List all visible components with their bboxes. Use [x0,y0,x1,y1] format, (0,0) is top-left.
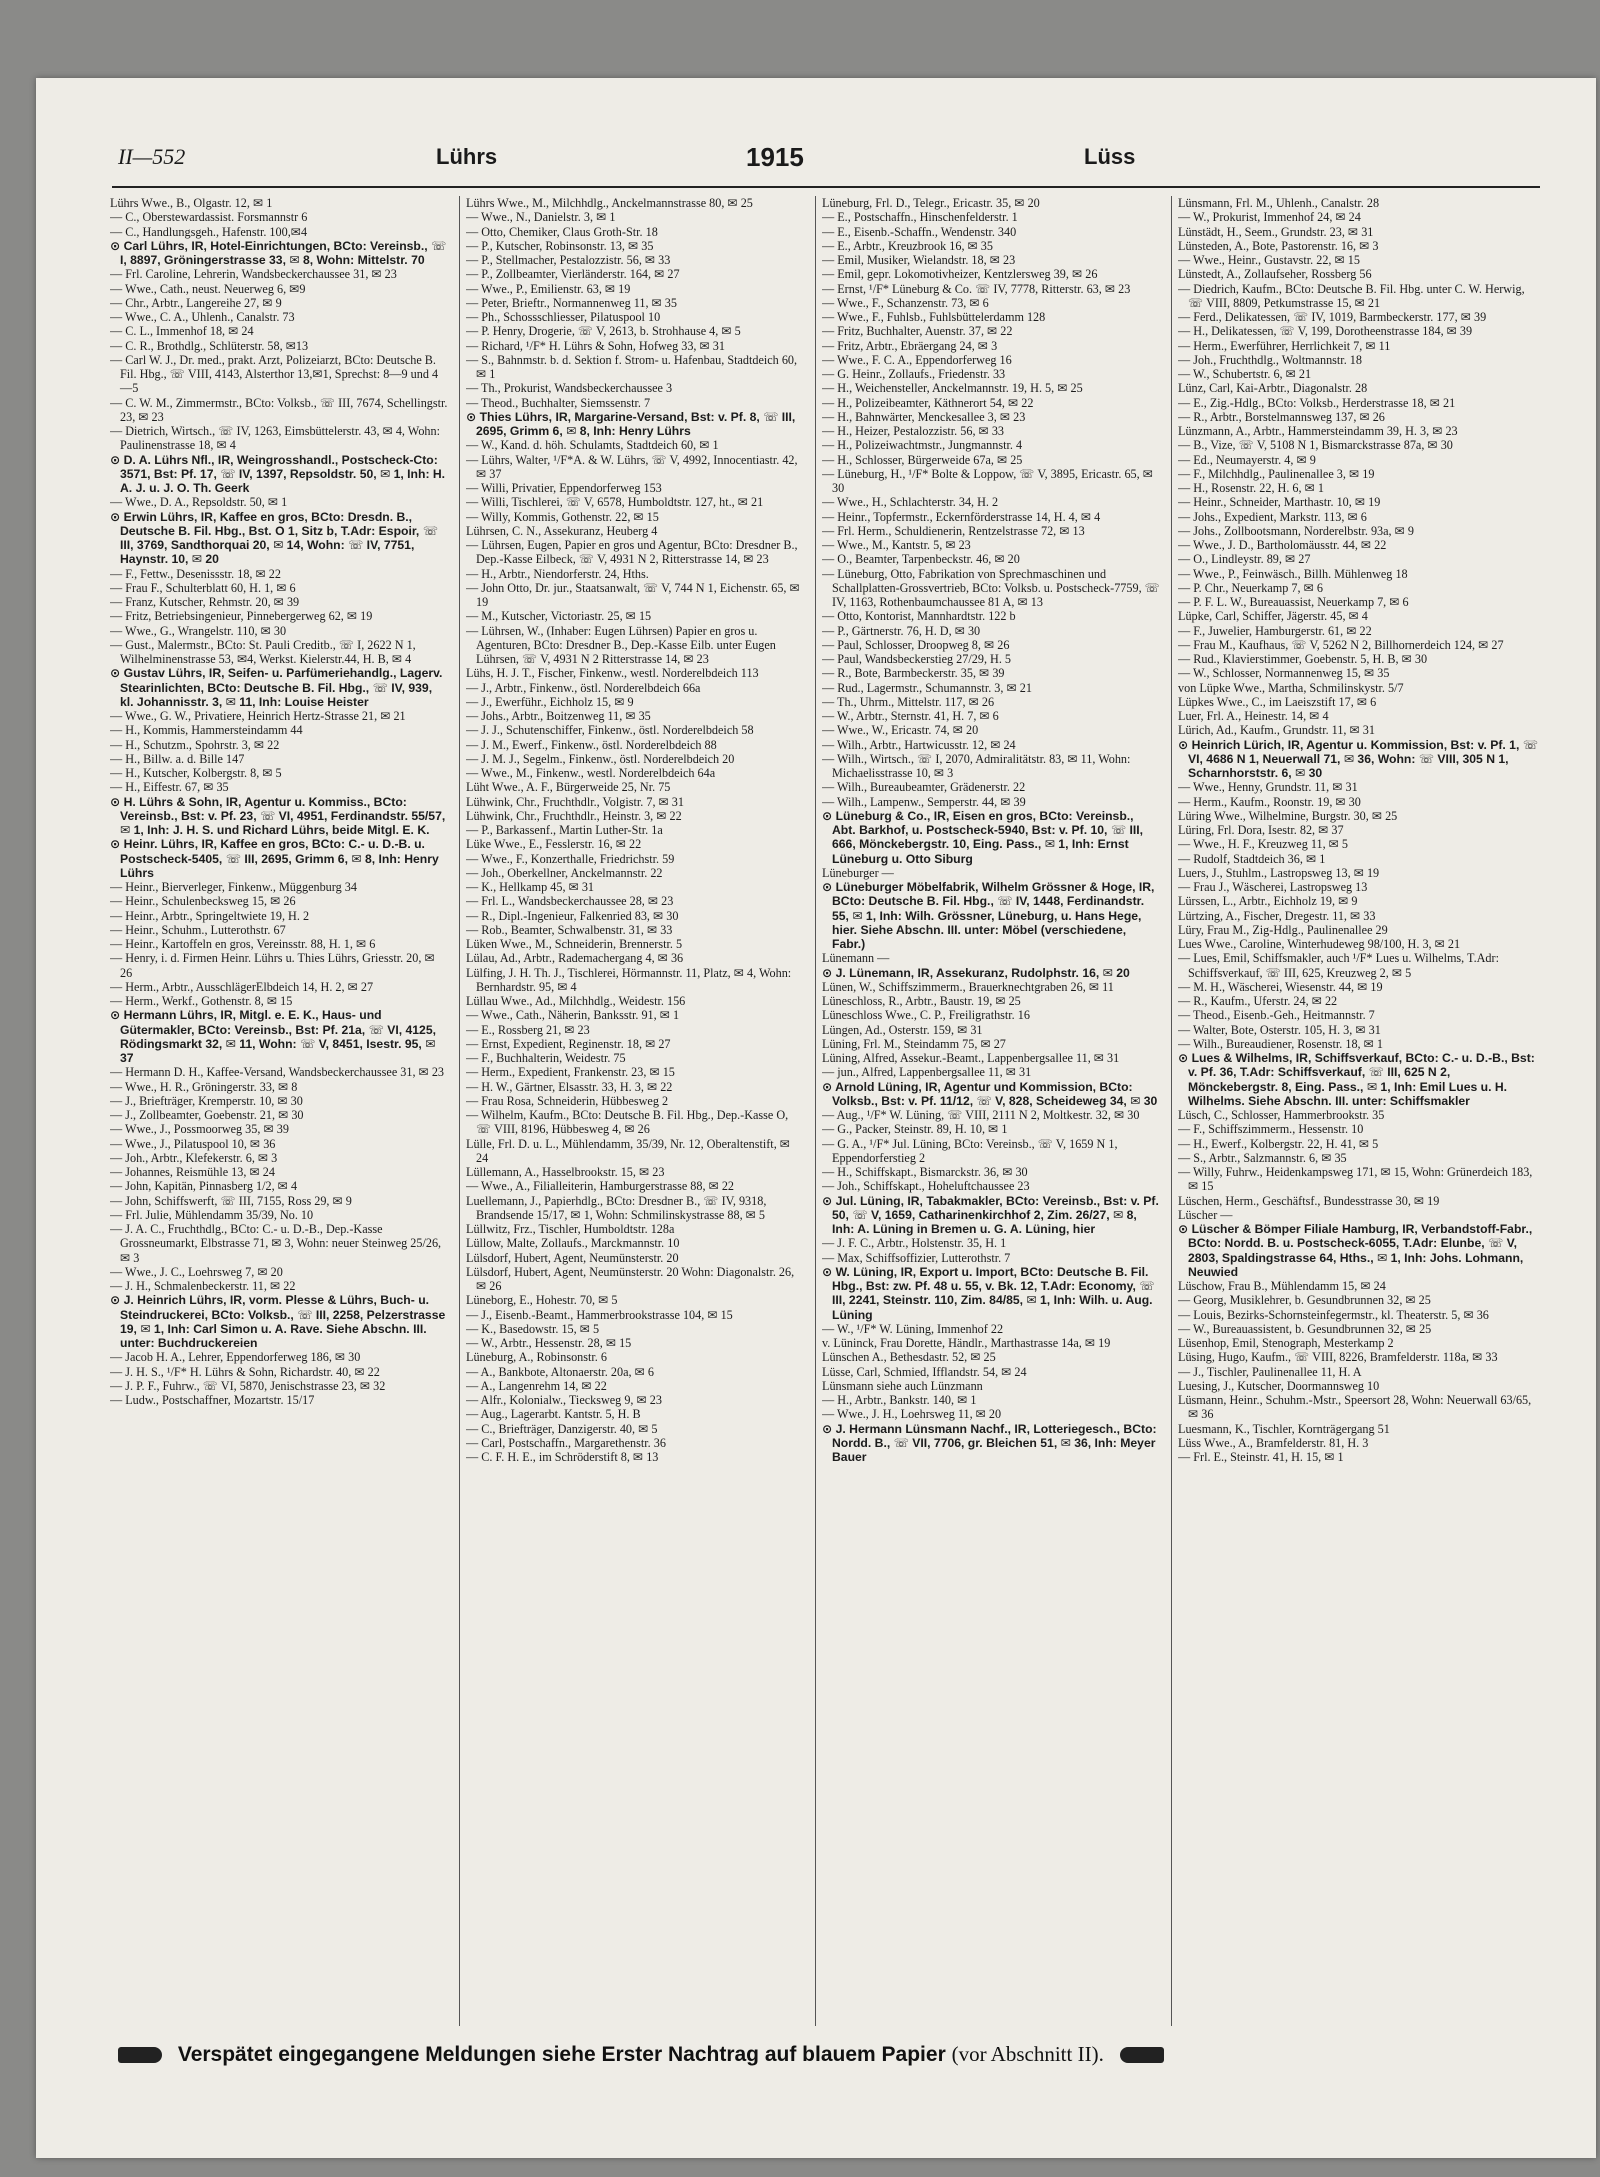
directory-entry: — John Otto, Dr. jur., Staatsanwalt, ☏ V, 744 N 1, Eichenstr. 65, ✉ 19 [466,580,800,609]
directory-entry: — S., Arbtr., Salzmannstr. 6, ✉ 35 [1178,1150,1347,1165]
directory-entry: Lünz, Carl, Kai-Arbtr., Diagonalstr. 28 [1178,381,1368,396]
directory-entry: Lüht Wwe., A. F., Bürgerweide 25, Nr. 75 [466,780,671,795]
directory-entry: — F., Milchhdlg., Paulinenallee 3, ✉ 19 [1178,466,1375,481]
directory-entry: — Carl W. J., Dr. med., prakt. Arzt, Polizeiarzt, BCto: Deutsche B. Fil. Hbg., ☏ VIII, 4143, Alsterthor 13,✉1, Sprechst: 8—9 und 4—5 [110,352,439,396]
directory-entry: — C. W. M., Zimmermstr., BCto: Volksb., ☏ III, 7674, Schellingstr. 23, ✉ 23 [110,395,448,424]
directory-entry: — P., Kutscher, Robinsonstr. 13, ✉ 35 [466,238,654,253]
directory-entry: — J., Eisenb.-Beamt., Hammerbrookstrasse 104, ✉ 15 [466,1307,733,1322]
directory-entry: — H. W., Gärtner, Elsasstr. 33, H. 3, ✉ 22 [466,1079,673,1094]
directory-entry: — John, Schiffswerft, ☏ III, 7155, Ross 29, ✉ 9 [110,1193,352,1208]
directory-entry: — Willy, Fuhrw., Heidenkampsweg 171, ✉ 15, Wohn: Grünerdeich 183, ✉ 15 [1178,1165,1533,1194]
directory-entry: — J. M., Ewerf., Finkenw., östl. Norderelbdeich 88 [466,737,717,752]
directory-entry: — C. R., Brothdlg., Schlüterstr. 58, ✉13 [110,338,309,353]
directory-entry: — W., Kand. d. höh. Schulamts, Stadtdeich 60, ✉ 1 [466,438,719,453]
directory-entry: — G. A., ¹/F* Jul. Lüning, BCto: Vereinsb., ☏ V, 1659 N 1, Eppendorferstieg 2 [822,1136,1118,1165]
directory-entry: Lüllemann, A., Hasselbrookstr. 15, ✉ 23 [466,1165,665,1179]
column-3 [822,196,1160,2034]
directory-entry: — Wwe., N., Danielstr. 3, ✉ 1 [466,210,616,225]
directory-entry: — Lüneburg, Otto, Fabrikation von Sprechmaschinen und Schallplatten-Grossvertrieb, BCto: Volksb. u. Postscheck-7759, ☏ IV, 1163, Rothenbaumchaussee 81 A, ✉ 13 [822,566,1160,609]
directory-entry: Lünzmann, A., Arbtr., Hammersteindamm 39, H. 3, ✉ 23 [1178,424,1458,438]
directory-entry: ⊙ H. Lührs & Sohn, IR, Agentur u. Kommiss., BCto: Vereinsb., Bst: v. Pf. 23, ☏ VI, 4951, Ferdinandstr. 55/57, ✉ 1, Inh: J. H. S. und Richard Lührs, beide Mitgl. E. K. [110,794,446,837]
directory-entry: — W., Arbtr., Hessenstr. 28, ✉ 15 [466,1336,632,1350]
directory-entry: — Wwe., J. H., Loehrsweg 11, ✉ 20 [822,1407,1002,1422]
directory-entry: Lünemann — [822,951,890,966]
directory-entry: — Wwe., F., Konzerthalle, Friedrichstr. 59 [466,851,675,866]
footer-notice [118,2042,1538,2072]
directory-entry: Luesmann, K., Tischler, Kornträgergang 51 [1178,1421,1390,1436]
directory-entry: — Wwe., H. R., Gröningerstr. 33, ✉ 8 [110,1079,298,1094]
directory-entry: — Wwe., Cath., Näherin, Banksstr. 91, ✉ 1 [466,1008,680,1023]
directory-entry: Lührs Wwe., M., Milchhdlg., Anckelmannstrasse 80, ✉ 25 [466,196,753,210]
directory-entry: — Wwe., P., Feinwäsch., Billh. Mühlenweg 18 [1178,566,1408,581]
directory-entry: — W., Bureauassistent, b. Gesundbrunnen 32, ✉ 25 [1178,1321,1432,1336]
directory-entry: — W., Arbtr., Sternstr. 41, H. 7, ✉ 6 [822,709,999,723]
directory-entry: — P., Barkassenf., Martin Luther-Str. 1a [466,823,663,837]
directory-entry: — J. F. C., Arbtr., Holstenstr. 35, H. 1 [822,1236,1007,1251]
directory-entry: Lünen, W., Schiffszimmerm., Brauerknechtgraben 26, ✉ 11 [822,979,1114,994]
directory-entry: Lüry, Frau M., Zig-Hdlg., Paulinenallee 29 [1178,922,1388,937]
directory-entry: Lüpkes Wwe., C., im Laeiszstift 17, ✉ 6 [1178,694,1377,709]
directory-entry: — H., Arbtr., Bankstr. 140, ✉ 1 [822,1393,977,1407]
directory-entry: — H., Rosenstr. 22, H. 6, ✉ 1 [1178,481,1324,495]
directory-entry: — H., Kommis, Hammersteindamm 44 [110,723,303,738]
directory-entry: — A., Bankbote, Altonaerstr. 20a, ✉ 6 [466,1364,654,1379]
directory-entry: — Rudolf, Stadtdeich 36, ✉ 1 [1178,851,1326,866]
directory-entry: — J. M. J., Segelm., Finkenw., östl. Norderelbdeich 20 [466,751,735,766]
directory-entry: — Herm., Ewerführer, Herrlichkeit 7, ✉ 11 [1178,338,1391,353]
directory-entry: — A., Langenrehm 14, ✉ 22 [466,1378,607,1393]
directory-entry: — Wwe., Cath., neust. Neuerweg 6, ✉9 [110,281,306,296]
directory-entry: Lüneschloss, R., Arbtr., Baustr. 19, ✉ 25 [822,994,1021,1008]
directory-entry: — Aug., ¹/F* W. Lüning, ☏ VIII, 2111 N 2, Moltkestr. 32, ✉ 30 [822,1108,1140,1122]
directory-entry: — Wilh., Wirtsch., ☏ I, 2070, Admiralitätstr. 83, ✉ 11, Wohn: Michaelisstrasse 10, ✉ 3 [822,751,1131,780]
directory-entry: Lüllwitz, Frz., Tischler, Humboldtstr. 128a [466,1222,675,1236]
directory-entry: — Fritz, Arbtr., Ebräergang 24, ✉ 3 [822,338,998,353]
directory-entry: — Chr., Arbtr., Langereihe 27, ✉ 9 [110,295,282,310]
directory-entry: ⊙ J. Lünemann, IR, Assekuranz, Rudolphstr. 16, ✉ 20 [822,965,1130,980]
directory-entry: — Wwe., J. D., Bartholomäusstr. 44, ✉ 22 [1178,538,1387,552]
directory-entry: — H., Polizeibeamter, Käthnerort 54, ✉ 22 [822,395,1034,410]
directory-entry: Lüllow, Malte, Zollaufs., Marckmannstr. 10 [466,1236,680,1251]
directory-entry: — Richard, ¹/F* H. Lührs & Sohn, Hofweg 33, ✉ 31 [466,338,725,353]
directory-entry: — Johannes, Reismühle 13, ✉ 24 [110,1165,275,1179]
directory-entry: — J., Ewerführ., Eichholz 15, ✉ 9 [466,694,634,709]
directory-entry: — Theod., Eisenb.-Geh., Heitmannstr. 7 [1178,1008,1375,1023]
directory-entry: — Wilhelm, Kaufm., BCto: Deutsche B. Fil. Hbg., Dep.-Kasse O, ☏ VIII, 8196, Hübbesweg 4, ✉ 26 [466,1108,789,1137]
directory-entry: — F., Fettw., Desenissstr. 18, ✉ 22 [110,566,281,581]
directory-entry: — Hermann D. H., Kaffee-Versand, Wandsbeckerchaussee 31, ✉ 23 [110,1065,445,1080]
directory-entry: Lühwink, Chr., Fruchthdlr., Volgistr. 7, ✉ 31 [466,794,684,809]
directory-entry: — M., Kutscher, Victoriastr. 25, ✉ 15 [466,609,652,624]
directory-entry: — H., Heizer, Pestalozzistr. 56, ✉ 33 [822,424,1005,438]
directory-entry: — Frau M., Kaufhaus, ☏ V, 5262 N 2, Billhornerdeich 124, ✉ 27 [1178,637,1504,652]
year-heading: 1915 [746,142,804,172]
directory-entry: — F., Juwelier, Hamburgerstr. 61, ✉ 22 [1178,623,1372,638]
directory-entry: Lüpke, Carl, Schiffer, Jägerstr. 45, ✉ 4 [1178,609,1368,624]
directory-entry: — Wilh., Bureaubeamter, Grädenerstr. 22 [822,780,1026,795]
directory-entry: — Louis, Bezirks-Schornsteinfegermstr., kl. Theaterstr. 5, ✉ 36 [1178,1307,1489,1322]
directory-entry: — Wwe., M., Kantstr. 5, ✉ 23 [822,538,971,552]
directory-entry: — E., Eisenb.-Schaffn., Wendenstr. 340 [822,224,1017,239]
directory-entry: Lührs Wwe., B., Olgastr. 12, ✉ 1 [110,196,273,210]
directory-entry: — Rud., Klavierstimmer, Goebenstr. 5, H. B, ✉ 30 [1178,652,1428,666]
directory-entry: — Wwe., F., Schanzenstr. 73, ✉ 6 [822,295,989,310]
directory-entry: — Wwe., M., Finkenw., westl. Norderelbdeich 64a [466,766,716,780]
directory-entry: ⊙ W. Lüning, IR, Export u. Import, BCto: Deutsche B. Fil. Hbg., Bst: zw. Pf. 48 u. 55, v. Bk. 12, T.Adr: Economy, ☏ III, 2241, Steinstr. 110, Zim. 84/85, ✉ 1, Inh: Wilh. u. Aug. Lüning [822,1264,1155,1322]
directory-entry: — R., Kaufm., Uferstr. 24, ✉ 22 [1178,994,1338,1008]
directory-entry: ⊙ Gustav Lührs, IR, Seifen- u. Parfümeriehandlg., Lagerv. Stearinlichten, BCto: Deutsche B. Fil. Hbg., ☏ IV, 939, kl. Johannisstr. 3, ✉ 11, Inh: Louise Heister [110,666,443,709]
directory-entry: — Johs., Zollbootsmann, Norderelbstr. 93a, ✉ 9 [1178,523,1414,538]
directory-entry: ⊙ Hermann Lührs, IR, Mitgl. e. E. K., Haus- und Gütermakler, BCto: Vereinsb., Bst: Pf. 21a, ☏ VI, 4125, Rödingsmarkt 32, ✉ 11, Wohn: ☏ V, 8451, Isestr. 95, ✉ 37 [110,1008,436,1065]
directory-entry: — P., Zollbeamter, Vierländerstr. 164, ✉ 27 [466,267,680,282]
directory-entry: — G. Heinr., Zollaufs., Friedenstr. 33 [822,367,1006,381]
directory-entry: Lüschow, Frau B., Mühlendamm 15, ✉ 24 [1178,1279,1386,1293]
directory-entry: — Ernst, ¹/F* Lüneburg & Co. ☏ IV, 7778, Ritterstr. 63, ✉ 23 [822,281,1131,296]
directory-entry: Lühwink, Chr., Fruchthdlr., Heinstr. 3, ✉ 22 [466,808,682,823]
directory-entry: — Joh., Fruchthdlg., Woltmannstr. 18 [1178,352,1362,367]
directory-entry: Lues Wwe., Caroline, Winterhudeweg 98/100, H. 3, ✉ 21 [1178,937,1461,951]
directory-entry: — H., Weichensteller, Anckelmannstr. 19, H. 5, ✉ 25 [822,381,1083,396]
directory-entry: — Ernst, Expedient, Reginenstr. 18, ✉ 27 [466,1036,671,1051]
directory-entry: — Lues, Emil, Schiffsmakler, auch ¹/F* Lues u. Wilhelms, T.Adr: Schiffsverkauf, ☏ III, 625, Kreuzweg 2, ✉ 5 [1178,951,1499,980]
directory-entry: — J. A. C., Fruchthdlg., BCto: C.- u. D.-B., Dep.-Kasse Grossneumarkt, Elbstrasse 71, ✉ 3, Wohn: neuer Steinweg 25/26, ✉ 3 [110,1222,442,1265]
running-head-left: Lührs [436,144,498,169]
directory-entry: — Emil, gepr. Lokomotivheizer, Kentzlersweg 39, ✉ 26 [822,267,1098,282]
directory-entry: — Frau Rosa, Schneiderin, Hübbesweg 2 [466,1093,669,1108]
directory-entry: — F., Schiffszimmerm., Hessenstr. 10 [1178,1122,1364,1137]
directory-entry: Lüsenhop, Emil, Stenograph, Mesterkamp 2 [1178,1336,1394,1350]
directory-entry: Lüneburg, A., Robinsonstr. 6 [466,1350,607,1365]
directory-entry: — Henry, i. d. Firmen Heinr. Lührs u. Thies Lührs, Griesstr. 20, ✉ 26 [110,951,435,980]
page-header [118,142,1538,176]
directory-entry: — J., Briefträger, Kremperstr. 10, ✉ 30 [110,1093,303,1108]
pointing-hand-icon [118,2047,162,2063]
directory-entry: — Ludw., Postschaffner, Mozartstr. 15/17 [110,1393,315,1407]
directory-entry: — C., Handlungsgeh., Hafenstr. 100,✉4 [110,224,308,239]
directory-entry: Lüsse, Carl, Schmied, Ifflandstr. 54, ✉ 24 [822,1364,1027,1379]
directory-entry: — P. Chr., Neuerkamp 7, ✉ 6 [1178,580,1323,595]
directory-entry: — Joh., Oberkellner, Anckelmannstr. 22 [466,865,663,880]
directory-entry: Lüneburg, Frl. D., Telegr., Ericastr. 35, ✉ 20 [822,196,1040,210]
directory-entry: — Herm., Arbtr., AusschlägerElbdeich 14, H. 2, ✉ 27 [110,979,374,994]
directory-entry: — Wwe., J., Pilatuspool 10, ✉ 36 [110,1136,276,1151]
directory-entry: — Wwe., Heinr., Gustavstr. 22, ✉ 15 [1178,253,1360,267]
directory-entry: — Alfr., Kolonialw., Tiecksweg 9, ✉ 23 [466,1393,662,1407]
directory-entry: — Wwe., A., Filialleiterin, Hamburgerstrasse 88, ✉ 22 [466,1179,735,1194]
directory-entry: ⊙ Arnold Lüning, IR, Agentur und Kommission, BCto: Volksb., Bst: v. Pf. 11/12, ☏ V, 828, Scheideweg 34, ✉ 30 [822,1079,1158,1108]
directory-entry: — Emil, Musiker, Wielandstr. 18, ✉ 23 [822,253,1016,267]
directory-entry: Lürtzing, A., Fischer, Dregestr. 11, ✉ 33 [1178,908,1376,923]
directory-entry: — Wwe., P., Emilienstr. 63, ✉ 19 [466,281,631,296]
directory-entry: — O., Lindleystr. 89, ✉ 27 [1178,552,1311,567]
directory-entry: Lünschen A., Bethesdastr. 52, ✉ 25 [822,1350,996,1365]
column-1 [110,196,448,2034]
directory-entry: — C., Briefträger, Danzigerstr. 40, ✉ 5 [466,1421,658,1436]
directory-entry: — Wilh., Arbtr., Hartwicusstr. 12, ✉ 24 [822,737,1016,752]
directory-entry: — W., Schlosser, Normannenweg 15, ✉ 35 [1178,666,1390,681]
directory-entry: ⊙ Lues & Wilhelms, IR, Schiffsverkauf, BCto: C.- u. D.-B., Bst: v. Pf. 36, T.Adr: Schiffsverkauf, ☏ III, 625 N 2, Mönckebergstr. 8, Eing. Pass., ✉ 1, Inh: Emil Lues u. H. Wilhelms. Siehe Abschn. III. unter: Schiffsmakler [1178,1051,1535,1108]
directory-entry: ⊙ Lüneburger Möbelfabrik, Wilhelm Grössner & Hoge, IR, BCto: Deutsche B. Fil. Hbg., ☏ IV, 1448, Ferdinandstr. 55, ✉ 1, Inh: Wilh. Grössner, Lüneburg, u. Hans Hege, hier. Siehe Abschn. III. unter: Möbel (verschiedene, Fabr.) [822,880,1155,951]
column-4 [1178,196,1538,2034]
directory-entry: — F., Buchhalterin, Weidestr. 75 [466,1051,626,1065]
directory-entry: — W., Schubertstr. 6, ✉ 21 [1178,367,1312,381]
directory-entry: Lüke Wwe., E., Fesslerstr. 16, ✉ 22 [466,837,642,852]
footer-text: Verspätet eingegangene Meldungen siehe Erster Nachtrag auf blauem Papier [177,2043,946,2066]
directory-entry: — Max, Schiffsoffizier, Lutterothstr. 7 [822,1250,1011,1265]
directory-entry: Lülfing, J. H. Th. J., Tischlerei, Hörmannstr. 11, Platz, ✉ 4, Wohn: Bernhardstr. 95, ✉ 4 [466,965,792,994]
directory-entry: — Paul, Wandsbeckerstieg 27/29, H. 5 [822,652,1012,666]
directory-entry: — Otto, Chemiker, Claus Groth-Str. 18 [466,224,658,239]
directory-entry: ⊙ J. Heinrich Lührs, IR, vorm. Plesse & Lührs, Buch- u. Steindruckerei, BCto: Volksb., ☏ III, 2258, Pelzerstrasse 19, ✉ 1, Inh: Carl Simon u. A. Rave. Siehe Abschn. III. unter: Buchdruckereien [110,1293,446,1350]
directory-entry: Lüring, Frl. Dora, Isestr. 82, ✉ 37 [1178,823,1344,837]
directory-entry: — J. J., Schutenschiffer, Finkenw., östl. Norderelbdeich 58 [466,723,754,738]
directory-entry: — Th., Prokurist, Wandsbeckerchaussee 3 [466,381,673,396]
directory-entry: Lülau, Ad., Arbtr., Rademachergang 4, ✉ 36 [466,951,684,966]
directory-entry: Lüneschloss Wwe., C. P., Freiligrathstr. 16 [822,1008,1030,1023]
directory-entry: — H., Schutzm., Spohrstr. 3, ✉ 22 [110,737,280,752]
directory-entry: — Ed., Neumayerstr. 4, ✉ 9 [1178,452,1316,467]
page-number: II—552 [118,144,186,169]
directory-entry: — Herm., Expedient, Frankenstr. 23, ✉ 15 [466,1065,675,1080]
directory-entry: — Wwe., D. A., Repsoldstr. 50, ✉ 1 [110,495,288,510]
directory-entry: — Heinr., Kartoffeln en gros, Vereinsstr. 88, H. 1, ✉ 6 [110,937,376,951]
directory-entry: — Frl. E., Steinstr. 41, H. 15, ✉ 1 [1178,1450,1344,1464]
directory-entry: — Wwe., F. C. A., Eppendorferweg 16 [822,352,1012,367]
footer-suffix: (vor Abschnitt II). [951,2042,1104,2066]
directory-entry: — C. L., Immenhof 18, ✉ 24 [110,324,254,339]
directory-entry: — Walter, Bote, Osterstr. 105, H. 3, ✉ 31 [1178,1022,1381,1037]
directory-entry: — J. H., Schmalenbeckerstr. 11, ✉ 22 [110,1279,296,1293]
directory-entry: ⊙ Heinr. Lührs, IR, Kaffee en gros, BCto: C.- u. D.-B. u. Postscheck-5405, ☏ III, 2695, Grimm 6, ✉ 8, Inh: Henry Lührs [110,837,439,880]
directory-entry: — Rud., Lagermstr., Schumannstr. 3, ✉ 21 [822,680,1032,695]
directory-entry: — E., Zig.-Hdlg., BCto: Volksb., Herderstrasse 18, ✉ 21 [1178,395,1456,410]
directory-entry: — Joh., Arbtr., Klefekerstr. 6, ✉ 3 [110,1150,278,1165]
directory-entry: — J. H. S., ¹/F* H. Lührs & Sohn, Richardstr. 40, ✉ 22 [110,1364,380,1379]
directory-entry: Lürssen, L., Arbtr., Eichholz 19, ✉ 9 [1178,894,1358,909]
directory-entry: — Heinr., Schneider, Marthastr. 10, ✉ 19 [1178,495,1381,510]
directory-entry: — Heinr., Arbtr., Springeltwiete 19, H. 2 [110,908,310,923]
directory-entry: v. Lüninck, Frau Dorette, Händlr., Marthastrasse 14a, ✉ 19 [822,1336,1111,1350]
directory-entry: — C. F. H. E., im Schröderstift 8, ✉ 13 [466,1450,659,1464]
directory-entry: — J. P. F., Fuhrw., ☏ VI, 5870, Jenischstrasse 23, ✉ 32 [110,1378,386,1393]
directory-entry: Lührsen, C. N., Assekuranz, Heuberg 4 [466,523,658,538]
directory-entry: — Ph., Schossschliesser, Pilatuspool 10 [466,310,661,324]
directory-entry: — Heinr., Bierverleger, Finkenw., Müggenburg 34 [110,880,357,894]
directory-entry: — H., Schiffskapt., Bismarckstr. 36, ✉ 30 [822,1165,1028,1179]
directory-entry: — Georg, Musiklehrer, b. Gesundbrunnen 32, ✉ 25 [1178,1293,1431,1308]
directory-entry: — K., Basedowstr. 15, ✉ 5 [466,1321,600,1336]
directory-entry: Lüning, Alfred, Assekur.-Beamt., Lappenbergsallee 11, ✉ 31 [822,1051,1120,1065]
directory-entry: — Fritz, Buchhalter, Auenstr. 37, ✉ 22 [822,324,1013,339]
directory-entry: — Frl. Julie, Mühlendamm 35/39, No. 10 [110,1207,314,1222]
directory-entry: — Heinr., Schuhm., Lutterothstr. 67 [110,922,286,937]
directory-entry: Lüschen, Herm., Geschäftsf., Bundesstrasse 30, ✉ 19 [1178,1193,1440,1208]
directory-entry: — Frau J., Wäscherei, Lastropsweg 13 [1178,880,1368,894]
directory-entry: — Jacob H. A., Lehrer, Eppendorferweg 186, ✉ 30 [110,1350,361,1365]
directory-entry: — Paul, Schlosser, Droopweg 8, ✉ 26 [822,637,1010,652]
directory-entry: — Lührsen, W., (Inhaber: Eugen Lührsen) Papier en gros u. Agenturen, BCto: Dresdner B., Dep.-Kasse Eilb. unter Eugen Lührsen, ☏ V, 4931 N 2 Ritterstrasse 14, ✉ 23 [466,623,776,666]
directory-entry: — Th., Uhrm., Mittelstr. 117, ✉ 26 [822,694,995,709]
directory-entry: — W., Prokurist, Immenhof 24, ✉ 24 [1178,210,1361,225]
column-2 [466,196,804,2034]
directory-entry: — H., Schlosser, Bürgerweide 67a, ✉ 25 [822,452,1023,467]
pointing-hand-icon [1120,2047,1164,2063]
directory-entry: — Franz, Kutscher, Rehmstr. 20, ✉ 39 [110,595,300,609]
directory-entry: — Wwe., F., Fuhlsb., Fuhlsbüttelerdamm 128 [822,310,1046,324]
directory-entry: — J., Tischler, Paulinenallee 11, H. A [1178,1364,1362,1379]
directory-entry: — Wilh., Bureaudiener, Rosenstr. 18, ✉ 1 [1178,1036,1383,1051]
directory-entry: — Otto, Kontorist, Mannhardtstr. 122 b [822,609,1016,624]
directory-entry: — Peter, Brieftr., Normannenweg 11, ✉ 35 [466,295,677,310]
directory-entry: ⊙ Lüneburg & Co., IR, Eisen en gros, BCto: Vereinsb., Abt. Barkhof, u. Postscheck-5940, Bst: v. Pf. 10, ☏ III, 666, Mönckebergstr. 10, Eing. Pass., ✉ 1, Inh: Ernst Lüneburg u. Otto Siburg [822,808,1143,866]
directory-entry: ⊙ J. Hermann Lünsmann Nachf., IR, Lotteriegesch., BCto: Nordd. B., ☏ VII, 7706, gr. Bleichen 51, ✉ 36, Inh: Meyer Bauer [822,1421,1157,1464]
directory-entry: — Frl. Caroline, Lehrerin, Wandsbeckerchaussee 31, ✉ 23 [110,267,397,282]
directory-columns [110,196,1542,2034]
directory-entry: Lünstedt, A., Zollaufseher, Rossberg 56 [1178,267,1372,282]
directory-entry: — John, Kapitän, Pinnasberg 1/2, ✉ 4 [110,1179,298,1194]
directory-entry: — Wwe., G., Wrangelstr. 110, ✉ 30 [110,623,287,638]
directory-entry: — Wwe., H., Schlachterstr. 34, H. 2 [822,495,999,510]
header-rule [112,186,1540,188]
directory-entry: — O., Beamter, Tarpenbeckstr. 46, ✉ 20 [822,552,1020,567]
directory-entry: — Willi, Privatier, Eppendorferweg 153 [466,481,662,495]
directory-entry: — P. F. L. W., Bureauassist, Neuerkamp 7, ✉ 6 [1178,595,1409,609]
directory-entry: — Fritz, Betriebsingenieur, Pinnebergerweg 62, ✉ 19 [110,609,373,624]
directory-entry: — B., Vize, ☏ V, 5108 N 1, Bismarckstrasse 87a, ✉ 30 [1178,438,1453,453]
directory-entry: — S., Bahnmstr. b. d. Sektion f. Strom- u. Hafenbau, Stadtdeich 60, ✉ 1 [466,352,798,381]
directory-entry: — Willi, Tischlerei, ☏ V, 6578, Humboldtstr. 127, ht., ✉ 21 [466,495,764,510]
running-head-right: Lüss [1084,144,1136,169]
directory-entry: — Johs., Arbtr., Boitzenweg 11, ✉ 35 [466,709,651,723]
directory-entry: Lülle, Frl. D. u. L., Mühlendamm, 35/39, Nr. 12, Oberaltenstift, ✉ 24 [466,1136,790,1165]
directory-entry: — Wwe., W., Ericastr. 74, ✉ 20 [822,723,979,738]
directory-entry: Lüning, Frl. M., Steindamm 75, ✉ 27 [822,1036,1006,1051]
directory-entry: — Frl. L., Wandsbeckerchaussee 28, ✉ 23 [466,894,674,909]
directory-entry: — jun., Alfred, Lappenbergsallee 11, ✉ 31 [822,1065,1032,1080]
directory-entry: Lülsdorf, Hubert, Agent, Neumünsterstr. 20 Wohn: Diagonalstr. 26, ✉ 26 [466,1264,795,1293]
directory-entry: ⊙ Carl Lührs, IR, Hotel-Einrichtungen, BCto: Vereinsb., ☏ I, 8897, Gröningerstrasse 33, ✉ 8, Wohn: Mittelstr. 70 [110,238,447,267]
directory-entry: — H., Kutscher, Kolbergstr. 8, ✉ 5 [110,766,282,780]
directory-entry: — H., Billw. a. d. Bille 147 [110,751,245,766]
directory-entry: ⊙ Jul. Lüning, IR, Tabakmakler, BCto: Vereinsb., Bst: v. Pf. 50, ☏ V, 1659, Catharinenkirchhof 2, Zim. 26/27, ✉ 8, Inh: A. Lüning in Bremen u. G. A. Lüning, hier [822,1193,1159,1236]
directory-entry: — Wwe., J. C., Loehrsweg 7, ✉ 20 [110,1264,283,1279]
directory-entry: Luers, J., Stuhlm., Lastropsweg 13, ✉ 19 [1178,865,1380,880]
directory-entry: Lüring Wwe., Wilhelmine, Burgstr. 30, ✉ 25 [1178,808,1398,823]
directory-entry: Luesing, J., Kutscher, Doormannsweg 10 [1178,1378,1380,1393]
directory-entry: Lüsmann, Heinr., Schuhm.-Mstr., Speersort 28, Wohn: Neuerwall 63/65, ✉ 36 [1178,1393,1532,1422]
directory-entry: — P., Stellmacher, Pestalozzistr. 56, ✉ 33 [466,253,671,267]
directory-entry: — K., Hellkamp 45, ✉ 31 [466,880,595,894]
directory-entry: — P., Gärtnerstr. 76, H. D, ✉ 30 [822,623,981,638]
directory-entry: — Gust., Malermstr., BCto: St. Pauli Creditb., ☏ I, 2622 N 1, Wilhelminenstrasse 53, ✉4, Werkst. Kielerstr.44, H. B, ✉ 4 [110,637,416,666]
directory-entry: Luellemann, J., Papierhdlg., BCto: Dresdner B., ☏ IV, 9318, Brandsende 15/17, ✉ 1, Wohn: Schmilinskystrasse 88, ✉ 5 [466,1193,767,1222]
directory-entry: — Wwe., H. F., Kreuzweg 11, ✉ 5 [1178,837,1349,852]
directory-entry: Lühs, H. J. T., Fischer, Finkenw., westl. Norderelbdeich 113 [466,666,759,681]
directory-entry: — Dietrich, Wirtsch., ☏ IV, 1263, Eimsbüttelerstr. 43, ✉ 4, Wohn: Paulinenstrasse 18, ✉ 4 [110,424,440,453]
directory-entry: — Rob., Beamter, Schwalbenstr. 31, ✉ 33 [466,922,673,937]
directory-entry: — H., Delikatessen, ☏ V, 199, Dorotheenstrasse 184, ✉ 39 [1178,324,1473,339]
directory-entry: — H., Bahnwärter, Menckesallee 3, ✉ 23 [822,409,1026,424]
directory-entry: — H., Polizeiwachtmstr., Jungmannstr. 4 [822,438,1023,453]
directory-entry: — Ferd., Delikatessen, ☏ IV, 1019, Barmbeckerstr. 177, ✉ 39 [1178,310,1487,324]
directory-entry: Lüngen, Ad., Osterstr. 159, ✉ 31 [822,1022,983,1037]
directory-entry: — M. H., Wäscherei, Wiesenstr. 44, ✉ 19 [1178,979,1383,994]
directory-entry: — Herm., Kaufm., Roonstr. 19, ✉ 30 [1178,794,1361,809]
directory-entry: — C., Oberstewardassist. Forsmannstr 6 [110,210,308,225]
directory-entry: — G., Packer, Steinstr. 89, H. 10, ✉ 1 [822,1122,1008,1137]
directory-entry: Lüscher — [1178,1207,1233,1222]
directory-entry: — E., Rossberg 21, ✉ 23 [466,1022,590,1037]
directory-entry: — Lührs, Walter, ¹/F*A. & W. Lührs, ☏ V, 4992, Innocentiastr. 42, ✉ 37 [466,452,798,481]
directory-entry: — Frau F., Schulterblatt 60, H. 1, ✉ 6 [110,580,296,595]
directory-entry: Lüsing, Hugo, Kaufm., ☏ VIII, 8226, Bramfelderstr. 118a, ✉ 33 [1178,1350,1498,1365]
directory-entry: Lünsmann, Frl. M., Uhlenh., Canalstr. 28 [1178,196,1380,210]
directory-entry: — Johs., Expedient, Markstr. 113, ✉ 6 [1178,509,1367,524]
directory-entry: — Lührsen, Eugen, Papier en gros und Agentur, BCto: Dresdner B., Dep.-Kasse Eilbeck, ☏ V, 4931 N 2, Ritterstrasse 14, ✉ 23 [466,538,798,567]
directory-entry: Lüllau Wwe., Ad., Milchhdlg., Weidestr. 156 [466,994,686,1008]
directory-entry: — Heinr., Schulenbecksweg 15, ✉ 26 [110,894,296,909]
directory-entry: von Lüpke Wwe., Martha, Schmilinskystr. 5/7 [1178,680,1404,695]
directory-entry: — Theod., Buchhalter, Siemssenstr. 7 [466,395,651,410]
directory-entry: — E., Arbtr., Kreuzbrook 16, ✉ 35 [822,238,993,253]
directory-entry: — P. Henry, Drogerie, ☏ V, 2613, b. Strohhause 4, ✉ 5 [466,324,741,339]
directory-entry: Lüken Wwe., M., Schneiderin, Brennerstr. 5 [466,937,683,951]
directory-entry: — Wilh., Lampenw., Semperstr. 44, ✉ 39 [822,794,1026,809]
directory-entry: — Willy, Kommis, Gothenstr. 22, ✉ 15 [466,509,659,524]
directory-entry: — Wwe., G. W., Privatiere, Heinrich Hertz-Strasse 21, ✉ 21 [110,709,406,723]
directory-entry: — Wwe., C. A., Uhlenh., Canalstr. 73 [110,310,295,324]
directory-entry: — J., Zollbeamter, Goebenstr. 21, ✉ 30 [110,1108,304,1122]
directory-entry: Lülsdorf, Hubert, Agent, Neumünsterstr. 20 [466,1250,679,1265]
directory-entry: — H., Ewerf., Kolbergstr. 22, H. 41, ✉ 5 [1178,1136,1379,1151]
directory-entry: — E., Postschaffn., Hinschenfelderstr. 1 [822,210,1018,225]
directory-entry: ⊙ D. A. Lührs Nfl., IR, Weingrosshandl., Postscheck-Cto: 3571, Bst: Pf. 17, ☏ IV, 1397, Repsoldstr. 50, ✉ 1, Inh: H. A. J. u. J. O. Th. Geerk [110,452,446,495]
directory-entry: Luer, Frl. A., Heinestr. 14, ✉ 4 [1178,709,1329,723]
directory-entry: ⊙ Erwin Lührs, IR, Kaffee en gros, BCto: Dresdn. B., Deutsche B. Fil. Hbg., Bst. O 1, Sitz b, T.Adr: Espoir, ☏ III, 3769, Sandthorquai 20, ✉ 14, Wohn: ☏ IV, 7751, Haynstr. 10, ✉ 20 [110,509,438,567]
directory-entry: Lünsmann siehe auch Lünzmann [822,1378,983,1393]
directory-entry: — Diedrich, Kaufm., BCto: Deutsche B. Fil. Hbg. unter C. W. Herwig, ☏ VIII, 8809, Petkumstrasse 15, ✉ 21 [1178,281,1525,310]
directory-entry: — R., Dipl.-Ingenieur, Falkenried 83, ✉ 30 [466,908,679,923]
directory-entry: — H., Arbtr., Niendorferstr. 24, Hths. [466,566,649,581]
directory-entry: — R., Bote, Barmbeckerstr. 35, ✉ 39 [822,666,1005,681]
directory-entry: Lüss Wwe., A., Bramfelderstr. 81, H. 3 [1178,1435,1369,1450]
directory-entry: — Aug., Lagerarbt. Kantstr. 5, H. B [466,1407,641,1422]
directory-entry: Lünstädt, H., Seem., Grundstr. 23, ✉ 31 [1178,224,1374,239]
directory-entry: — Wwe., Henny, Grundstr. 11, ✉ 31 [1178,780,1358,795]
directory-entry: ⊙ Heinrich Lürich, IR, Agentur u. Kommission, Bst: v. Pf. 1, ☏ VI, 4686 N 1, Neuerwall 71, ✉ 36, Wohn: ☏ VIII, 305 N 1, Scharnhorststr. 6, ✉ 30 [1178,737,1538,780]
directory-entry: ⊙ Lüscher & Bömper Filiale Hamburg, IR, Verbandstoff-Fabr., BCto: Nordd. B. u. Postscheck-6055, T.Adr: Elunbe, ☏ V, 2803, Spaldingstrasse 64, Hths., ✉ 1, Inh: Johs. Lohmann, Neuwied [1178,1222,1533,1279]
directory-entry: — Wwe., J., Possmoorweg 35, ✉ 39 [110,1122,289,1137]
directory-entry: Lürich, Ad., Kaufm., Grundstr. 11, ✉ 31 [1178,723,1375,738]
directory-entry: — Lüneburg, H., ¹/F* Bolte & Loppow, ☏ V, 3895, Ericastr. 65, ✉ 30 [822,466,1153,495]
directory-entry: — Heinr., Topfermstr., Eckernförderstrasse 14, H. 4, ✉ 4 [822,509,1101,524]
directory-entry: — Herm., Werkf., Gothenstr. 8, ✉ 15 [110,994,293,1008]
directory-entry: ⊙ Thies Lührs, IR, Margarine-Versand, Bst: v. Pf. 8, ☏ III, 2695, Grimm 6, ✉ 8, Inh: Henry Lührs [466,409,796,438]
directory-entry: — Joh., Schiffskapt., Hoheluftchaussee 23 [822,1179,1030,1194]
directory-entry: Lüneburger — [822,865,894,880]
directory-entry: — J., Arbtr., Finkenw., östl. Norderelbdeich 66a [466,680,701,695]
directory-entry: — H., Eiffestr. 67, ✉ 35 [110,780,229,795]
directory-entry: — W., ¹/F* W. Lüning, Immenhof 22 [822,1321,1004,1336]
directory-entry: — Carl, Postschaffn., Margarethenstr. 36 [466,1435,666,1450]
directory-entry: Lünsteden, A., Bote, Pastorenstr. 16, ✉ 3 [1178,238,1379,253]
directory-entry: — R., Arbtr., Borstelmannsweg 137, ✉ 26 [1178,409,1385,424]
directory-entry: Lüsch, C., Schlosser, Hammerbrookstr. 35 [1178,1108,1385,1122]
directory-entry: Lüneborg, E., Hohestr. 70, ✉ 5 [466,1293,618,1308]
directory-entry: — Frl. Herm., Schuldienerin, Rentzelstrasse 72, ✉ 13 [822,523,1085,538]
